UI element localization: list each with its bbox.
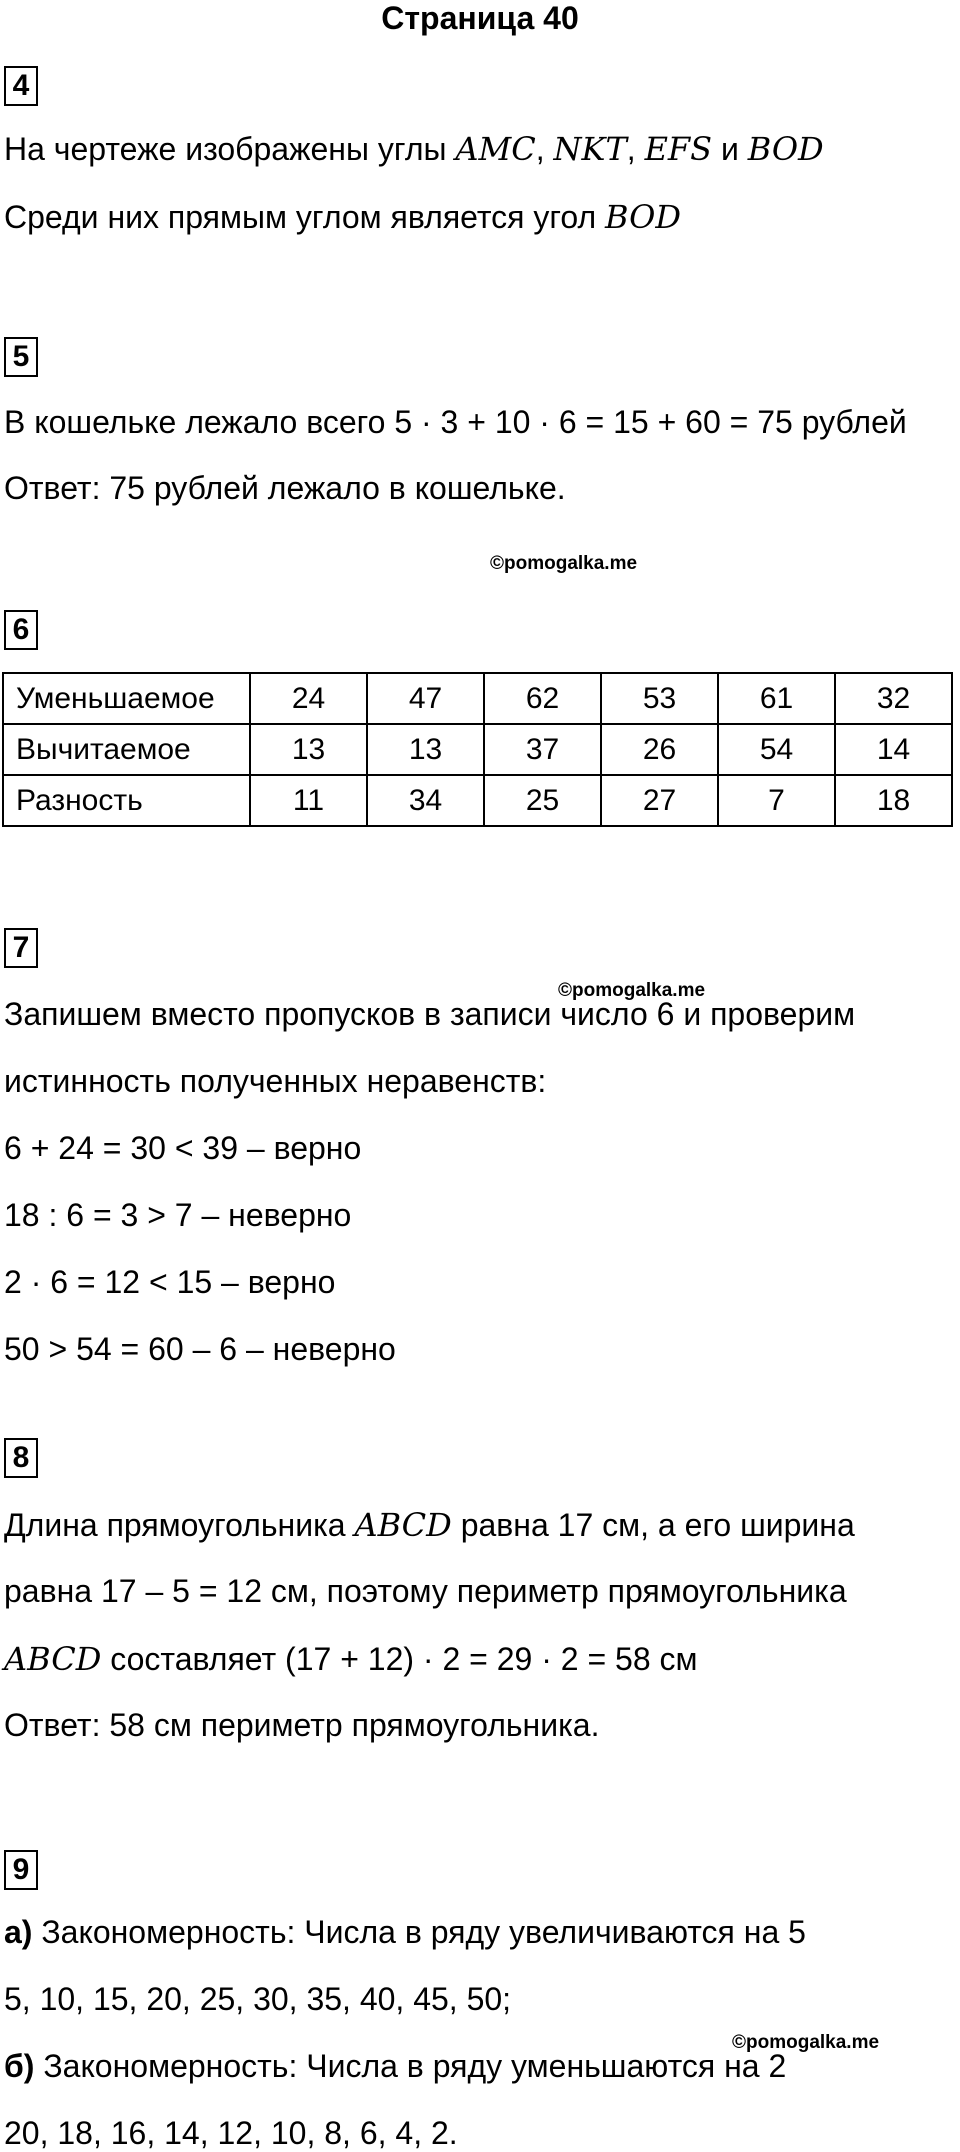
task-number-9: 9: [4, 1850, 38, 1890]
subtraction-table: [2, 672, 953, 827]
table-cell: 24: [250, 673, 367, 724]
table-cell: 62: [484, 673, 601, 724]
task9-part-a: а) Закономерность: Числа в ряду увеличиваются на 5: [4, 1914, 806, 1950]
table-row-label: Вычитаемое: [3, 724, 250, 775]
task7-line: Запишем вместо пропусков в записи число 6 и проверим: [4, 996, 856, 1032]
task9-part-b: б) Закономерность: Числа в ряду уменьшаются на 2: [4, 2048, 787, 2084]
angle-bod: BOD: [747, 130, 824, 168]
angle-nkt: NKT: [553, 130, 627, 168]
watermark: ©pomogalka.me: [558, 980, 706, 1001]
table-cell: 14: [835, 724, 952, 775]
angle-efs: EFS: [644, 130, 713, 168]
table-row: [3, 775, 952, 826]
task7-line: 50 > 54 = 60 – 6 – неверно: [4, 1331, 396, 1367]
table-cell: 27: [601, 775, 718, 826]
table-cell: 61: [718, 673, 835, 724]
task8-line2: равна 17 – 5 = 12 см, поэтому периметр прямоугольника: [4, 1573, 847, 1609]
table-cell: 18: [835, 775, 952, 826]
task9-seq-a: 5, 10, 15, 20, 25, 30, 35, 40, 45, 50;: [4, 1981, 512, 2017]
table-cell: 53: [601, 673, 718, 724]
task8-line3: ABCD составляет (17 + 12) · 2 = 29 · 2 = 58 см: [4, 1640, 698, 1678]
task8-answer: Ответ: 58 см периметр прямоугольника.: [4, 1707, 600, 1743]
table-cell: 26: [601, 724, 718, 775]
task4-line2: Среди них прямым углом является угол BOD: [4, 198, 682, 236]
angle-amc: AMC: [455, 130, 536, 168]
task-number-4: 4: [4, 66, 38, 106]
table-cell: 54: [718, 724, 835, 775]
task7-line: 6 + 24 = 30 < 39 – верно: [4, 1130, 362, 1166]
task8-line1: Длина прямоугольника ABCD равна 17 см, а его ширина: [4, 1506, 855, 1544]
task-number-8: 8: [4, 1438, 38, 1478]
task7-line: 18 : 6 = 3 > 7 – неверно: [4, 1197, 352, 1233]
task-number-6: 6: [4, 610, 38, 650]
table-cell: 7: [718, 775, 835, 826]
task7-line: 2 · 6 = 12 < 15 – верно: [4, 1264, 336, 1300]
watermark: ©pomogalka.me: [490, 553, 638, 574]
table-cell: 13: [250, 724, 367, 775]
table-cell: 11: [250, 775, 367, 826]
task5-line1: В кошельке лежало всего 5 · 3 + 10 · 6 = 15 + 60 = 75 рублей: [4, 404, 907, 440]
page-title: Страница 40: [381, 0, 579, 36]
table-cell: 13: [367, 724, 484, 775]
task9-seq-b: 20, 18, 16, 14, 12, 10, 8, 6, 4, 2.: [4, 2115, 458, 2151]
table-row-label: Разность: [3, 775, 250, 826]
table-row-label: Уменьшаемое: [3, 673, 250, 724]
table-cell: 25: [484, 775, 601, 826]
task4-line1: На чертеже изображены углы AMC, NKT, EFS и BOD: [4, 130, 824, 168]
table-cell: 47: [367, 673, 484, 724]
table-row: [3, 673, 952, 724]
table-cell: 34: [367, 775, 484, 826]
task7-line: истинность полученных неравенств:: [4, 1063, 547, 1099]
task-number-5: 5: [4, 337, 38, 377]
watermark: ©pomogalka.me: [732, 2032, 880, 2053]
table-cell: 32: [835, 673, 952, 724]
table-row: [3, 724, 952, 775]
task-number-7: 7: [4, 928, 38, 968]
task5-answer: Ответ: 75 рублей лежало в кошельке.: [4, 470, 566, 506]
table-cell: 37: [484, 724, 601, 775]
